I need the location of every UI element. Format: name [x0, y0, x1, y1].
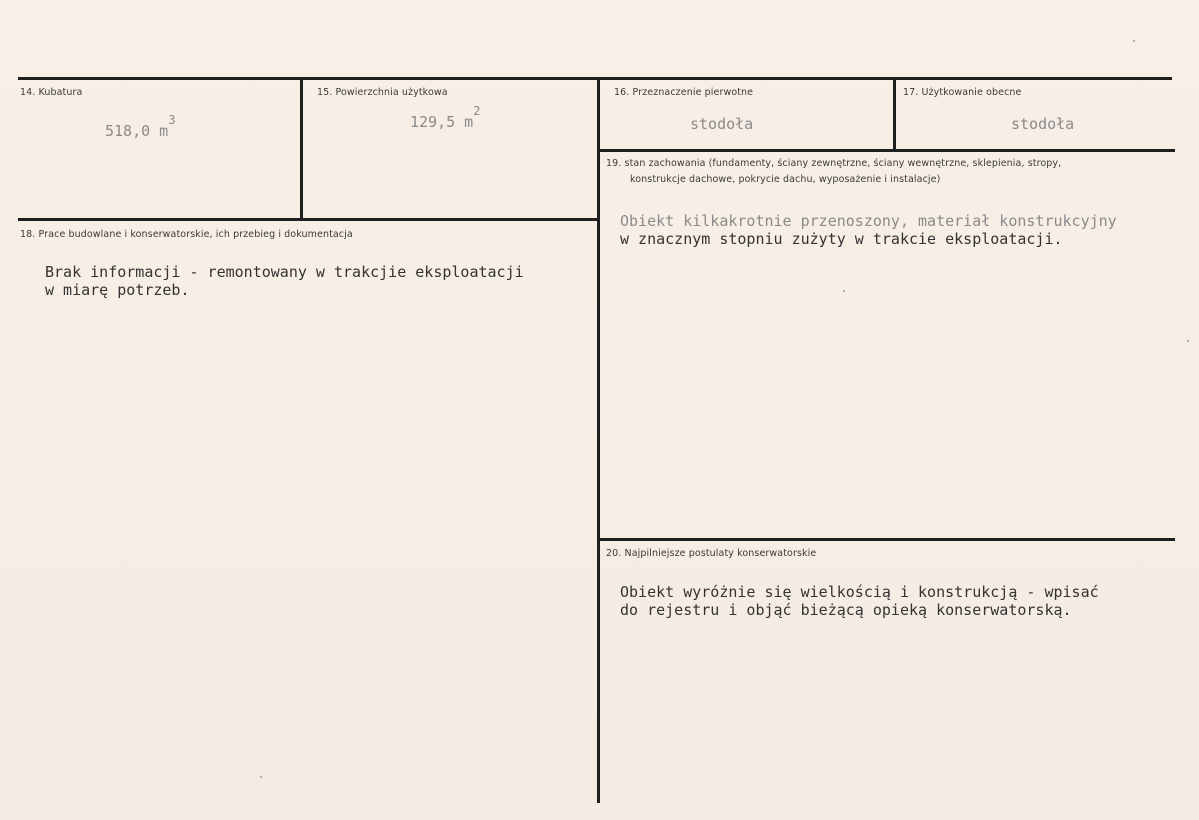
field-19-line-1: Obiekt kilkakrotnie przenoszony, materiał konstrukcyjny	[620, 212, 1117, 230]
rule-below-14-15	[18, 218, 598, 221]
field-20-line-1: Obiekt wyróżnie się wielkością i konstrukcją - wpisać	[620, 583, 1099, 601]
paper-speck	[260, 776, 262, 778]
field-19-label-line-1: 19. stan zachowania (fundamenty, ściany zewnętrzne, ściany wewnętrzne, sklepienia, stropy,	[606, 158, 1062, 169]
center-divider	[597, 77, 600, 803]
field-18-line-1: Brak informacji - remontowany w trakcjie eksploatacji	[45, 263, 524, 281]
divider-14-15	[300, 77, 303, 220]
paper-speck	[843, 290, 845, 292]
field-17-value: stodoła	[1011, 115, 1075, 133]
kubatura-unit-superscript: 3	[168, 113, 176, 127]
field-18-label: 18. Prace budowlane i konserwatorskie, ich przebieg i dokumentacja	[20, 229, 353, 240]
field-14-value	[105, 113, 176, 140]
field-19-line-2: w znacznym stopniu zużyty w trakcie eksploatacji.	[620, 230, 1063, 248]
field-17-label: 17. Użytkowanie obecne	[903, 87, 1022, 98]
field-20-label: 20. Najpilniejsze postulaty konserwatorskie	[606, 548, 817, 559]
field-16-label: 16. Przeznaczenie pierwotne	[614, 87, 754, 98]
field-15-value	[410, 104, 481, 131]
field-18-line-2: w miarę potrzeb.	[45, 281, 190, 299]
paper-speck	[1133, 40, 1135, 42]
field-15-label: 15. Powierzchnia użytkowa	[317, 87, 448, 98]
divider-16-17	[893, 77, 896, 150]
field-14-label: 14. Kubatura	[20, 87, 83, 98]
rule-above-20	[597, 538, 1175, 541]
rule-below-16-17	[597, 149, 1175, 152]
powierzchnia-value: 129,5 m	[410, 113, 474, 131]
field-16-value: stodoła	[690, 115, 754, 133]
top-rule	[18, 77, 1172, 80]
paper-speck	[1187, 340, 1189, 342]
kubatura-value: 518,0 m	[105, 122, 169, 140]
field-20-line-2: do rejestru i objąć bieżącą opieką konserwatorską.	[620, 601, 1072, 619]
field-19-label-line-2: konstrukcje dachowe, pokrycie dachu, wyposażenie i instalacje)	[630, 174, 941, 185]
powierzchnia-unit-superscript: 2	[473, 104, 481, 118]
